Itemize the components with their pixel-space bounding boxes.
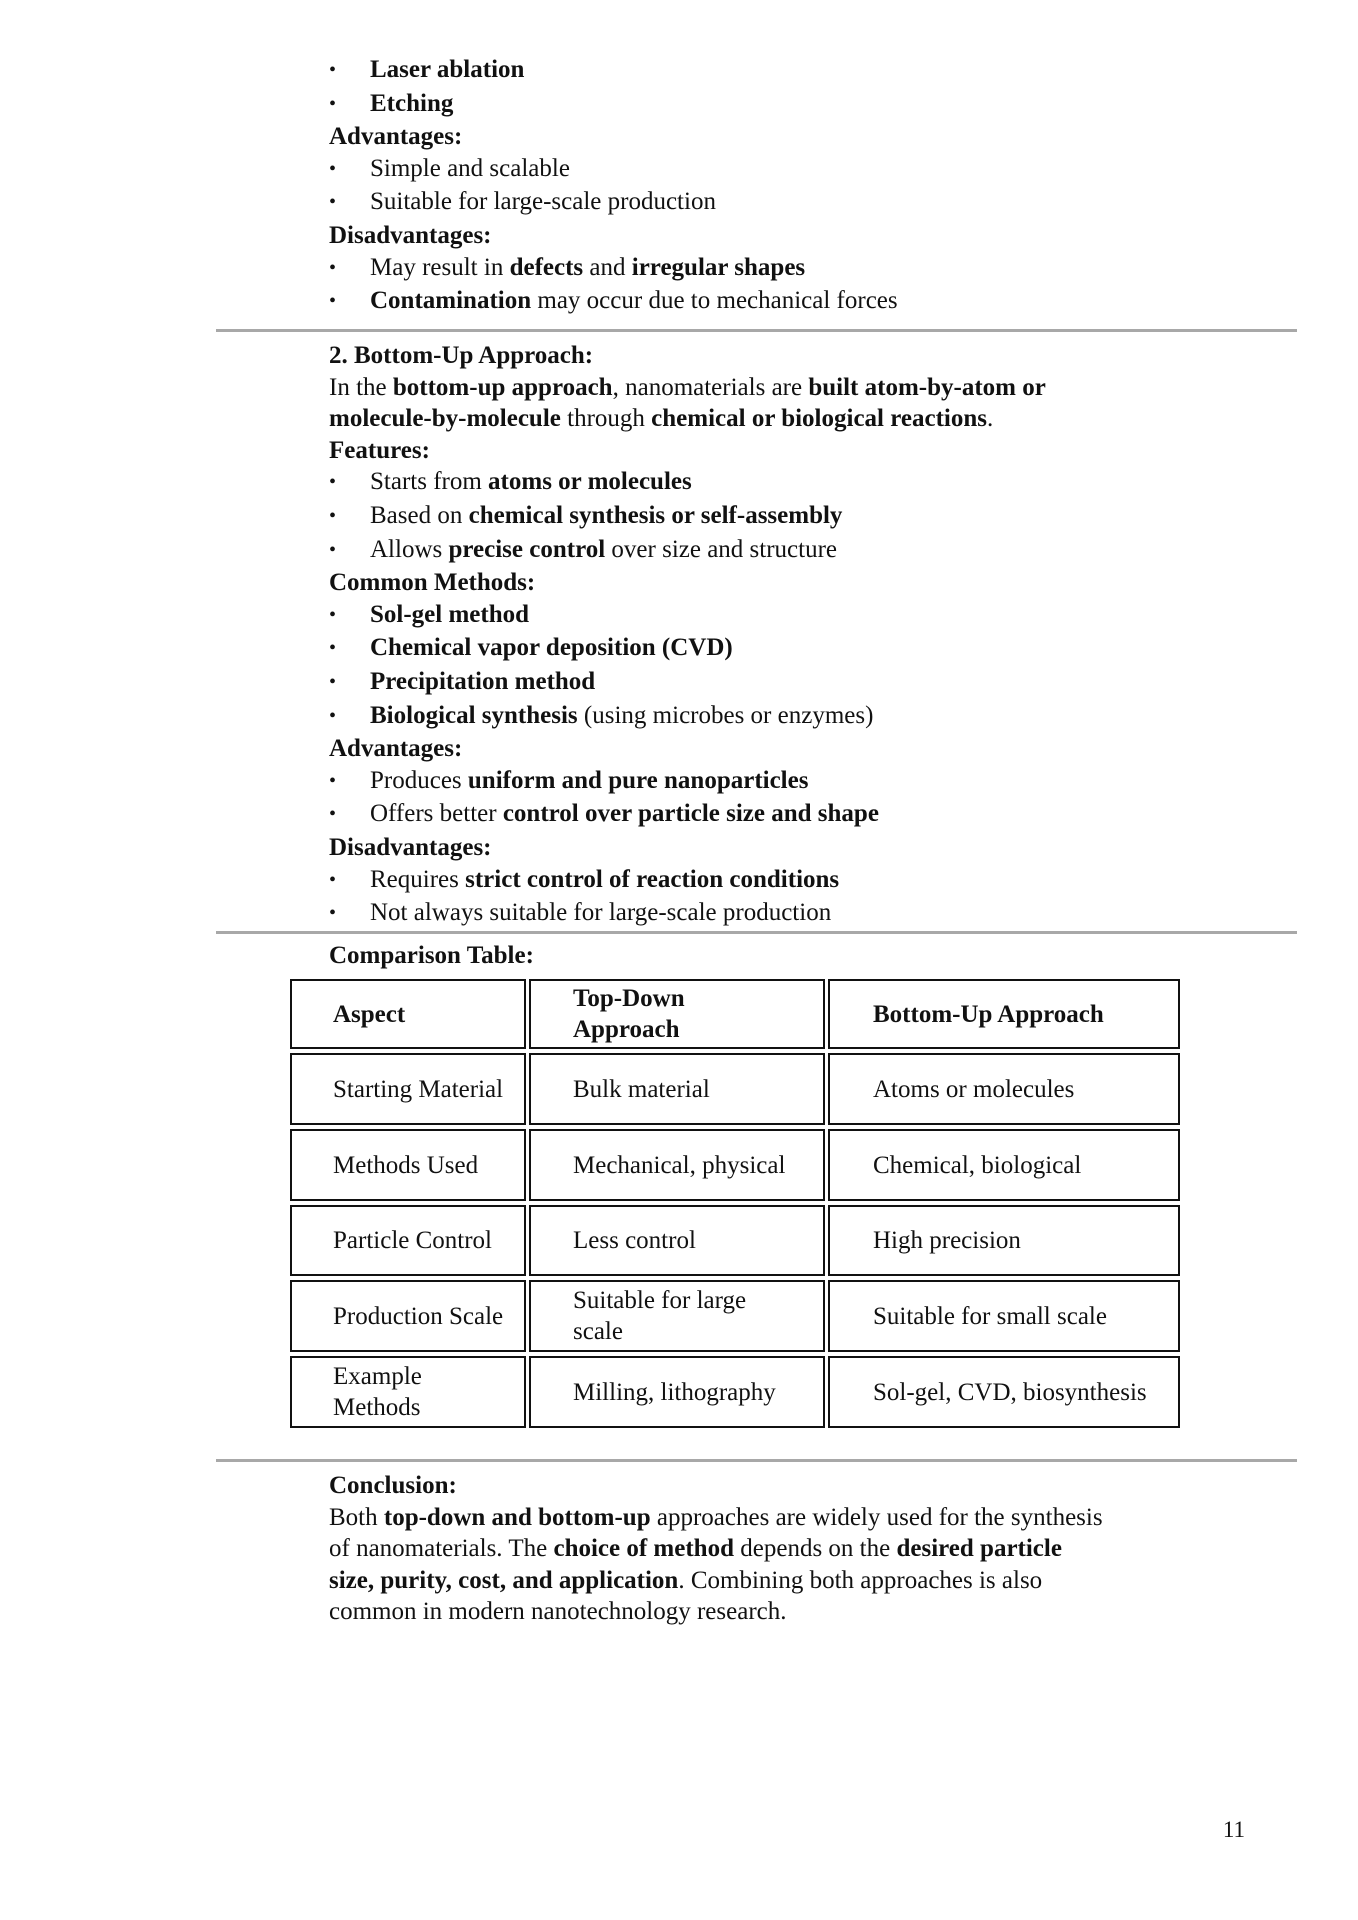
table-row xyxy=(290,1051,1183,1127)
bullet-icon xyxy=(329,864,370,898)
table-cell: Bulk material xyxy=(529,1053,825,1125)
table-cell: Starting Material xyxy=(290,1053,526,1125)
table-title: Comparison Table: xyxy=(329,942,534,969)
intro-line: molecule-by-molecule through chemical or biological reactions. xyxy=(329,405,994,433)
bottom-up-section xyxy=(329,340,1209,931)
list-item xyxy=(329,285,1209,319)
disadvantages-heading: Disadvantages: xyxy=(329,221,492,249)
bullet-icon xyxy=(329,500,370,534)
table-cell: High precision xyxy=(828,1205,1180,1276)
table-header-cell: Bottom-Up Approach xyxy=(828,979,1180,1049)
conclusion-section xyxy=(329,1470,1209,1628)
list-item: • Sol-gel method xyxy=(329,599,1209,633)
paragraph-line: common in modern nanotechnology research. xyxy=(329,1598,787,1626)
page-number: 11 xyxy=(1222,1817,1245,1842)
table-cell: Atoms or molecules xyxy=(828,1053,1180,1125)
table-cell: Milling, lithography xyxy=(529,1356,825,1428)
section-divider xyxy=(216,1459,1297,1462)
bullet-icon xyxy=(329,186,370,220)
table-header-cell: Top-Down Approach xyxy=(529,979,825,1049)
section-heading: 2. Bottom-Up Approach: xyxy=(329,342,594,369)
list-item-text: Contamination may occur due to mechanical forces xyxy=(370,287,898,315)
bullet-icon xyxy=(329,285,370,319)
bullet-icon xyxy=(329,765,370,799)
list-item-text: May result in defects and irregular shapes xyxy=(370,253,806,281)
bullet-icon xyxy=(329,666,370,700)
table-cell: Suitable for small scale xyxy=(828,1280,1180,1352)
table-row xyxy=(290,1278,1183,1354)
list-item: • Requires strict control of reaction conditions xyxy=(329,864,1209,898)
list-item: • Etching xyxy=(329,88,1209,122)
table-cell: Suitable for large scale xyxy=(529,1280,825,1352)
bullet-icon xyxy=(329,798,370,832)
top-down-tail-section xyxy=(329,54,1209,319)
section-divider xyxy=(216,329,1297,332)
bullet-icon xyxy=(329,88,370,122)
table-row xyxy=(290,1203,1183,1278)
disadvantages-heading: Disadvantages: xyxy=(329,833,492,861)
table-cell: Production Scale xyxy=(290,1280,526,1352)
bullet-icon xyxy=(329,252,370,286)
advantages-heading: Advantages: xyxy=(329,735,463,763)
advantages-heading: Advantages: xyxy=(329,123,463,151)
table-cell: Sol-gel, CVD, biosynthesis xyxy=(828,1356,1180,1428)
table-header-row xyxy=(290,977,1183,1051)
list-item: • Precipitation method xyxy=(329,666,1209,700)
table-row xyxy=(290,1127,1183,1203)
list-item: • Suitable for large-scale production xyxy=(329,186,1209,220)
section-divider xyxy=(216,931,1297,934)
features-heading: Features: xyxy=(329,436,430,464)
bullet-icon xyxy=(329,897,370,931)
list-item: • Simple and scalable xyxy=(329,153,1209,187)
list-item: • Laser ablation xyxy=(329,54,1209,88)
paragraph-line: Both top-down and bottom-up approaches are widely used for the synthesis xyxy=(329,1503,1103,1531)
list-item: • Chemical vapor deposition (CVD) xyxy=(329,632,1209,666)
bullet-icon xyxy=(329,466,370,500)
list-item: • Not always suitable for large-scale production xyxy=(329,897,1209,931)
paragraph-line: size, purity, cost, and application. Combining both approaches is also xyxy=(329,1566,1043,1594)
table-cell: Less control xyxy=(529,1205,825,1276)
bullet-icon xyxy=(329,700,370,734)
table-cell: Chemical, biological xyxy=(828,1129,1180,1201)
table-row xyxy=(290,1354,1183,1430)
list-item: • Based on chemical synthesis or self-assembly xyxy=(329,500,1209,534)
list-item xyxy=(329,252,1209,286)
comparison-table xyxy=(290,977,1183,1430)
table-cell: Particle Control xyxy=(290,1205,526,1276)
methods-heading: Common Methods: xyxy=(329,569,536,597)
bullet-icon xyxy=(329,632,370,666)
bullet-icon xyxy=(329,599,370,633)
paragraph-line: of nanomaterials. The choice of method depends on the desired particle xyxy=(329,1535,1062,1563)
table-cell: Methods Used xyxy=(290,1129,526,1201)
list-item: • Biological synthesis (using microbes or enzymes) xyxy=(329,700,1209,734)
list-item: • Allows precise control over size and structure xyxy=(329,534,1209,568)
list-item: • Starts from atoms or molecules xyxy=(329,466,1209,500)
conclusion-heading: Conclusion: xyxy=(329,1472,457,1499)
table-header-cell: Aspect xyxy=(290,979,526,1049)
list-item: • Offers better control over particle size and shape xyxy=(329,798,1209,832)
bullet-icon xyxy=(329,534,370,568)
list-item: • Produces uniform and pure nanoparticles xyxy=(329,765,1209,799)
bullet-icon xyxy=(329,153,370,187)
intro-line: In the bottom-up approach, nanomaterials are built atom-by-atom or xyxy=(329,373,1046,401)
table-cell: Mechanical, physical xyxy=(529,1129,825,1201)
table-cell: Example Methods xyxy=(290,1356,526,1428)
bullet-icon xyxy=(329,54,370,88)
